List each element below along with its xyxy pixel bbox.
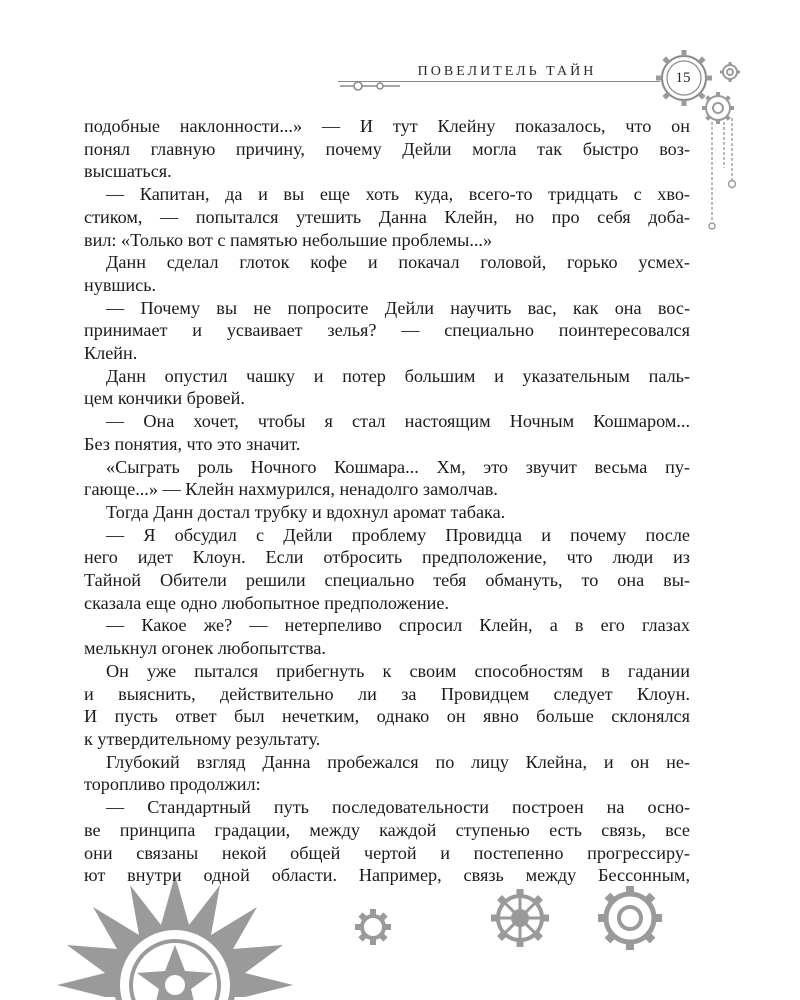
text-line: выcшаться.: [84, 161, 172, 182]
text-line: вил: «Только вот с памятью небольшие проблемы...»: [84, 229, 493, 250]
text-line: «Сыграть роль Ночного Кошмара... Хм, это звучит весьма пу-: [106, 456, 690, 477]
text-line: понял главную причину, почему Дейли могла так быстро воз-: [84, 138, 690, 159]
text-line: И пусть ответ был нечетким, однако он явно больше склонялся: [84, 706, 690, 727]
text-line: — Она хочет, чтобы я стал настоящим Ночным Кошмаром...: [106, 411, 690, 432]
text-line: Без понятия, что это значит.: [84, 433, 301, 454]
bottom-large-gear-icon: [598, 886, 662, 950]
text-line: него идет Клоун. Если отбросить предположение, что люди из: [84, 547, 690, 568]
text-line: Тайной Обители решили специально тебя обмануть, то она вы-: [84, 570, 690, 591]
text-line: Данн опустил чашку и потер большим и указательным паль-: [106, 365, 690, 386]
bottom-spoked-gear-icon: [491, 889, 549, 947]
text-line: гающе...» — Клейн нахмурился, ненадолго замолчав.: [84, 479, 498, 500]
text-line: Он уже пытался прибегнуть к своим способностям в гадании: [106, 660, 690, 681]
text-line: и выяснить, действительно ли за Провидцем следует Клоун.: [84, 683, 690, 704]
text-line: — Какое же? — нетерпеливо спросил Клейн, а в его глазах: [106, 615, 690, 636]
text-line: нувшись.: [84, 274, 157, 295]
running-header-title: ПОВЕЛИТЕЛЬ ТАЙН: [417, 64, 597, 79]
text-line: подобные наклонности...» — И тут Клейну показалось, что он: [84, 116, 690, 136]
sun-ornament-icon: [57, 875, 293, 1000]
text-line: мелькнул огонек любопытства.: [84, 638, 326, 659]
text-line: — Почему вы не попросите Дейли научить вас, как она вос-: [106, 297, 690, 318]
text-line: принимает и усваивает зелья? — специально поинтересовался: [84, 320, 690, 341]
text-line: — Я обсудил с Дейли проблему Провидца и почему после: [106, 524, 690, 545]
header-rule-caps-icon: [340, 82, 400, 90]
text-line: ве принципа градации, между каждой ступенью есть связь, все: [84, 819, 690, 840]
page-number: 15: [675, 70, 691, 86]
text-line: — Капитан, да и вы еще хоть куда, всего-то тридцать с хво-: [106, 184, 690, 205]
bottom-small-gear-icon: [355, 909, 391, 945]
chain-icon: [709, 118, 736, 229]
hanging-gear-icon: [702, 92, 734, 124]
text-line: Глубокий взгляд Данна пробежался по лицу Клейна, и он не-: [106, 751, 690, 772]
text-line: Данн сделал глоток кофе и покачал головой, горько усмех-: [106, 252, 690, 273]
text-line: Клейн.: [84, 343, 138, 364]
text-line: цем кончики бровей.: [84, 388, 245, 409]
small-gear-icon: [720, 62, 740, 82]
text-line: они связаны некой общей чертой и постепенно прогрессиру-: [84, 842, 690, 863]
body-text: [84, 115, 690, 887]
text-line: торопливо продолжил:: [84, 774, 261, 795]
text-line: сказала еще одно любопытное предположение.: [84, 592, 449, 613]
text-line: стиком, — попытался утешить Данна Клейн, но про себя доба-: [84, 206, 690, 227]
text-line: ют внутри одной области. Например, связь между Бессонным,: [84, 865, 690, 886]
text-line: Тогда Данн достал трубку и вдохнул аромат табака.: [106, 501, 506, 522]
text-line: к утвердительному результату.: [84, 728, 321, 749]
text-line: — Стандартный путь последовательности построен на осно-: [106, 797, 690, 818]
